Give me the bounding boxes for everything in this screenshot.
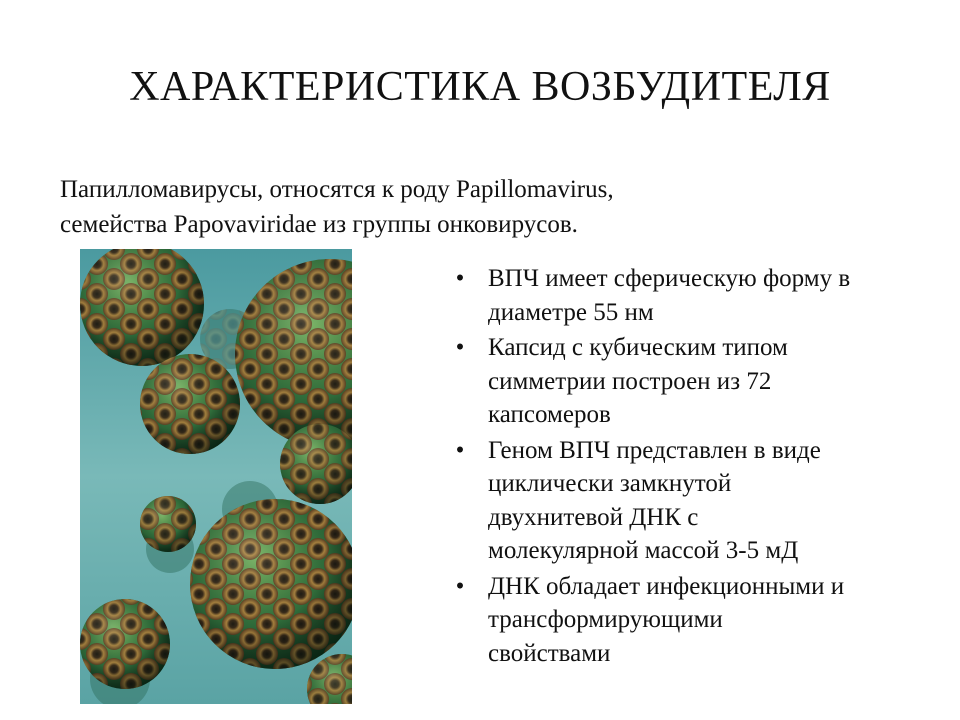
bullet-line: ВПЧ имеет сферическую форму в	[488, 265, 851, 292]
bullet-line: капсомеров	[488, 401, 611, 428]
bullet-marker: •	[455, 265, 465, 292]
bullet-line: диаметре 55 нм	[488, 298, 654, 326]
bullet-item	[450, 262, 930, 329]
bullet-line: Геном ВПЧ представлен в виде	[488, 436, 821, 464]
bullet-marker: •	[455, 436, 465, 464]
intro-text	[60, 172, 880, 242]
bullet-item	[450, 570, 930, 671]
bullet-line: ДНК обладает инфекционными и	[488, 572, 845, 600]
bullet-line: свойствами	[488, 639, 611, 667]
bullet-marker: •	[455, 572, 465, 600]
bullet-line: трансформирующими	[488, 606, 723, 633]
bullet-item	[450, 434, 930, 568]
bullet-line: симметрии построен из 72	[488, 367, 772, 395]
virus-image	[80, 249, 352, 704]
bullet-list	[450, 262, 930, 672]
bullet-line: Капсид с кубическим типом	[488, 334, 788, 361]
bullet-line: двухнитевой ДНК с	[488, 503, 699, 531]
bullet-line: молекулярной массой 3-5 мД	[488, 537, 799, 564]
slide-title: ХАРАКТЕРИСТИКА ВОЗБУДИТЕЛЯ	[129, 64, 831, 110]
bullet-marker: •	[455, 334, 465, 361]
bullet-item	[450, 331, 930, 432]
intro-line: Папилломавирусы, относятся к роду Papillomavirus,	[60, 176, 614, 203]
bullet-line: циклически замкнутой	[488, 470, 732, 497]
virus-illustration	[80, 249, 352, 704]
intro-line: семейства Papovaviridae из группы онковирусов.	[60, 211, 578, 238]
